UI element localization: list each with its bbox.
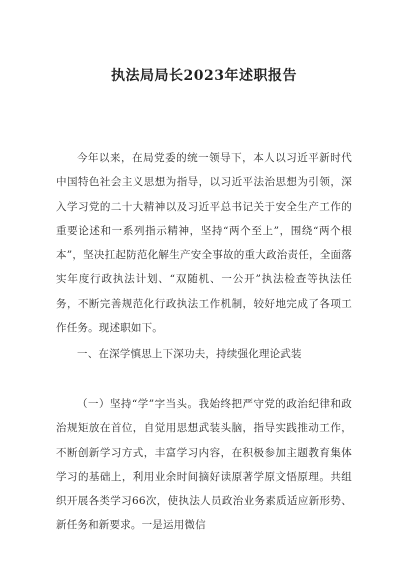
section-1-item-1-paragraph: （一）坚持“学”字当头。我始终把严守党的政治纪律和政治规矩放在首位，自觉用思想武装头脑，指导实践推动工作，不断创新学习方式，丰富学习内容，在积极参加主题教育集体学习的基础上，利用业余时间摘好读原著学原文悟原理。共组织开展各类学习66次，使执法人员政治业务素质适应新形势、新任务和新要求。一是运用微信 (56, 398, 352, 532)
section-heading-1: 一、在深学慎思上下深功夫，持续强化理论武装 (77, 348, 302, 360)
document-title: 执法局局长2023年述职报告 (111, 68, 297, 84)
intro-paragraph: 今年以来，在局党委的统一领导下，本人以习近平新时代中国特色社会主义思想为指导，以习近平法治思想为引领，深入学习党的二十大精神以及习近平总书记关于安全生产工作的重要论述和一系列指示精神，坚持“两个至上”，围绕“两个根本”，坚决扛起防范化解生产安全事故的重大政治责任，全面落实年度行政执法计划、“双随机、一公开”执法检查等执法任务，不断完善规范化行政执法工作机制，较好地完成了各项工作任务。现述职如下。 (56, 152, 352, 335)
